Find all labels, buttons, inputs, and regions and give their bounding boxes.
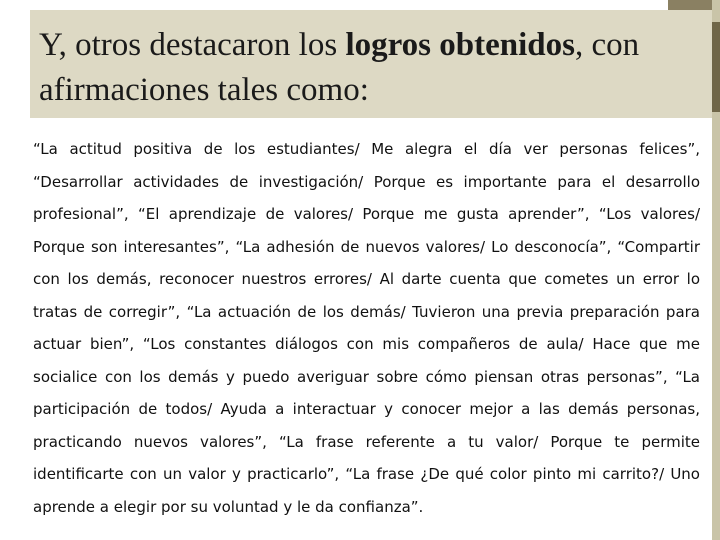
slide-title [30,10,712,118]
decorative-side-accent [712,22,720,112]
title-text-end: , con afirmaciones tales como: [39,27,640,108]
slide-body-text: “La actitud positiva de los estudiantes/ Me alegra el día ver personas felices”, “Desarrollar actividades de investigación/ Porque es importante para el desarrollo profesional”, “El aprendizaje de valores/ Porque me gusta aprender”, “Los valores/ Porque son interesantes”, “La adhesión de nuevos valores/ Lo desconocía”, “Compartir con los demás, reconocer nuestros errores/ Al darte cuenta que cometes un error lo tratas de corregir”, “La actuación de los demás/ Tuvieron una previa preparación para actuar bien”, “Los constantes diálogos con mis compañeros de aula/ Hace que me socialice con los demás y puedo averiguar sobre cómo piensan otras personas”, “La participación de todos/ Ayuda a interactuar y conocer mejor a las demás personas, practicando nuevos valores”, “La frase referente a tu valor/ Porque te permite identificarte con un valor y practicarlo”, “La frase ¿De qué color pinto mi carrito?/ Uno aprende a elegir por su voluntad y le da confianza”. [33,140,700,516]
title-text-start: Y, otros destacaron los [39,27,346,63]
title-bold-text: logros obtenidos [345,27,575,63]
